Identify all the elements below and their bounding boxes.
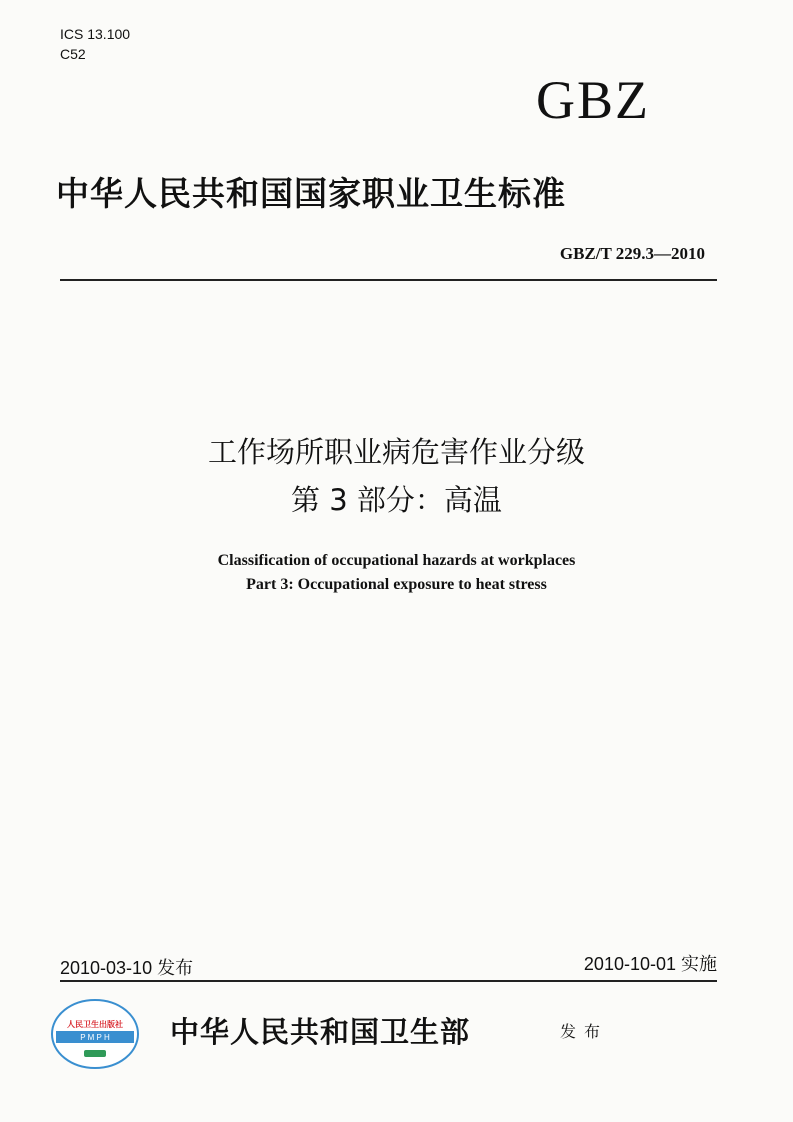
issuing-authority: 中华人民共和国卫生部 xyxy=(170,1015,471,1049)
title-cn-line1: 工作场所职业病危害作业分级 xyxy=(207,435,585,469)
title-en-line1: Classification of occupational hazards at workplaces xyxy=(217,552,576,569)
title-cn-line2: 第 3 部分：高温 xyxy=(291,483,502,517)
top-divider xyxy=(60,279,717,281)
logo-abbr-text: P M P H xyxy=(80,1033,110,1042)
standard-number-text: GBZ/T 229.3—2010 xyxy=(559,244,705,263)
issue-label: 发布 xyxy=(560,1022,609,1041)
ics-code: ICS 13.100 xyxy=(60,26,131,42)
logo-green-mark xyxy=(84,1050,106,1057)
standard-number xyxy=(560,243,705,265)
bottom-divider xyxy=(60,980,717,982)
implementation-date: 2010-10-01 实施 xyxy=(583,954,717,974)
publisher-logo-icon xyxy=(50,998,140,1070)
title-en-line2: Part 3: Occupational exposure to heat stress xyxy=(246,576,547,593)
gbz-mark: GBZ xyxy=(536,70,650,130)
logo-name-text: 人民卫生出版社 xyxy=(67,1020,123,1029)
ccs-code: C52 xyxy=(60,46,86,62)
standard-type: 中华人民共和国国家职业卫生标准 xyxy=(56,174,566,213)
release-date: 2010-03-10 发布 xyxy=(60,958,194,978)
classification-codes xyxy=(60,24,130,64)
